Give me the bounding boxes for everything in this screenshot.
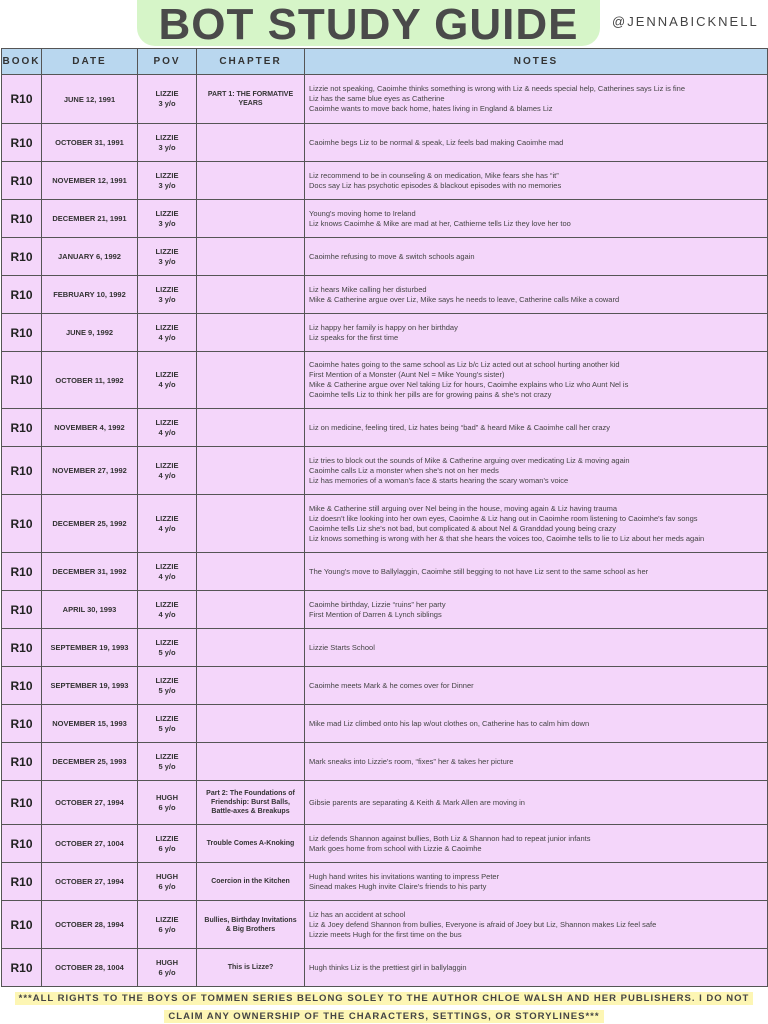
chapter-cell <box>197 553 305 591</box>
pov-cell <box>138 409 197 447</box>
pov-cell <box>138 495 197 553</box>
chapter-cell <box>197 409 305 447</box>
pov-age: 3 y/o <box>158 99 176 108</box>
notes-cell <box>305 667 768 705</box>
table-row <box>2 352 768 409</box>
note-line: Liz & Joey defend Shannon from bullies, Everyone is afraid of Joey but Liz, Shannon makes Liz feel safe <box>309 919 657 929</box>
table-row <box>2 901 768 949</box>
note-line: First Mention of Darren & Lynch siblings <box>309 609 442 619</box>
pov-cell <box>138 901 197 949</box>
date-cell: JANUARY 6, 1992 <box>42 238 138 276</box>
book-cell: R10 <box>2 409 42 447</box>
note-line: Liz tries to block out the sounds of Mike & Catherine arguing over medicating Liz & moving again <box>309 455 630 465</box>
note-line: Gibsie parents are separating & Keith & Mark Allen are moving in <box>309 797 525 807</box>
note-line: Caoimhe begs Liz to be normal & speak, Liz feels bad making Caoimhe mad <box>309 137 564 147</box>
table-row <box>2 781 768 825</box>
pov-name: LIZZIE <box>155 751 179 761</box>
note-line: First Mention of a Monster (Aunt Nel = Mike Young's sister) <box>309 370 505 379</box>
pov-name: LIZZIE <box>155 322 179 332</box>
book-cell: R10 <box>2 352 42 409</box>
column-header-notes: NOTES <box>305 49 768 75</box>
pov-name: LIZZIE <box>155 513 179 523</box>
date-cell: NOVEMBER 4, 1992 <box>42 409 138 447</box>
note-line: Caoimhe calls Liz a monster when she's not on her meds <box>309 465 499 475</box>
book-cell: R10 <box>2 200 42 238</box>
pov-cell <box>138 276 197 314</box>
notes-cell <box>305 781 768 825</box>
pov-age: 3 y/o <box>158 256 176 266</box>
page-title: BOT STUDY GUIDE <box>158 0 579 49</box>
date-cell: DECEMBER 21, 1991 <box>42 200 138 238</box>
chapter-cell <box>197 667 305 705</box>
date-cell: DECEMBER 25, 1993 <box>42 743 138 781</box>
date-cell: OCTOBER 27, 1994 <box>42 781 138 825</box>
pov-name: LIZZIE <box>155 833 179 843</box>
book-cell: R10 <box>2 863 42 901</box>
note-line: Liz has the same blue eyes as Catherine <box>309 94 445 103</box>
chapter-cell <box>197 314 305 352</box>
notes-cell <box>305 124 768 162</box>
pov-cell <box>138 825 197 863</box>
pov-cell <box>138 200 197 238</box>
pov-cell <box>138 314 197 352</box>
date-cell: APRIL 30, 1993 <box>42 591 138 629</box>
chapter-cell: Bullies, Birthday Invitations & Big Brothers <box>197 901 305 949</box>
date-cell: JUNE 9, 1992 <box>42 314 138 352</box>
pov-name: LIZZIE <box>155 132 179 142</box>
note-line: Lizzie Starts School <box>309 642 375 652</box>
pov-cell <box>138 447 197 495</box>
pov-age: 4 y/o <box>158 523 176 533</box>
pov-cell <box>138 238 197 276</box>
note-line: Caoimhe hates going to the same school as Liz b/c Liz acted out at school hurting another kid <box>309 360 620 369</box>
chapter-cell: Part 2: The Foundations of Friendship: Burst Balls, Battle-axes & Breakups <box>197 781 305 825</box>
chapter-cell: PART 1: THE FORMATIVE YEARS <box>197 75 305 124</box>
table-row <box>2 162 768 200</box>
pov-age: 5 y/o <box>158 647 176 657</box>
book-cell: R10 <box>2 495 42 553</box>
date-cell: NOVEMBER 12, 1991 <box>42 162 138 200</box>
note-line: Liz happy her family is happy on her birthday <box>309 322 458 332</box>
book-cell: R10 <box>2 124 42 162</box>
book-cell: R10 <box>2 743 42 781</box>
note-line: Mike mad Liz climbed onto his lap w/out clothes on, Catherine has to calm him down <box>309 718 590 728</box>
pov-cell <box>138 743 197 781</box>
pov-cell <box>138 162 197 200</box>
footer-line-2: CLAIM ANY OWNERSHIP OF THE CHARACTERS, SETTINGS, OR STORYLINES*** <box>164 1010 603 1023</box>
note-line: Mike & Catherine still arguing over Nel being in the house, moving again & Liz having trauma <box>309 503 618 513</box>
pov-name: HUGH <box>155 792 179 802</box>
pov-cell <box>138 667 197 705</box>
note-line: Caoimhe refusing to move & switch schools again <box>309 251 475 261</box>
note-line: Mark sneaks into Lizzie's room, “fixes” her & takes her picture <box>309 756 514 766</box>
pov-cell <box>138 352 197 409</box>
date-cell: JUNE 12, 1991 <box>42 75 138 124</box>
pov-cell <box>138 124 197 162</box>
pov-name: LIZZIE <box>155 284 179 294</box>
pov-name: LIZZIE <box>155 914 179 924</box>
book-cell: R10 <box>2 629 42 667</box>
notes-cell <box>305 200 768 238</box>
notes-cell <box>305 901 768 949</box>
pov-cell <box>138 553 197 591</box>
notes-cell <box>305 238 768 276</box>
chapter-cell <box>197 743 305 781</box>
pov-cell <box>138 781 197 825</box>
book-cell: R10 <box>2 949 42 987</box>
pov-age: 4 y/o <box>158 609 176 619</box>
note-line: Liz recommend to be in counseling & on medication, Mike fears she has “it” <box>309 170 559 180</box>
table-row <box>2 705 768 743</box>
pov-name: LIZZIE <box>155 713 179 723</box>
note-line: Hugh thinks Liz is the prettiest girl in ballylaggin <box>309 962 467 972</box>
note-line: Sinead makes Hugh invite Claire's friends to his party <box>309 881 487 891</box>
notes-cell <box>305 863 768 901</box>
notes-cell <box>305 409 768 447</box>
date-cell: DECEMBER 31, 1992 <box>42 553 138 591</box>
date-cell: FEBRUARY 10, 1992 <box>42 276 138 314</box>
book-cell: R10 <box>2 591 42 629</box>
note-line: Caoimhe wants to move back home, hates living in England & blames Liz <box>309 104 553 113</box>
notes-cell <box>305 162 768 200</box>
note-line: Mike & Catherine argue over Liz, Mike says he needs to leave, Catherine calls Mike a coward <box>309 294 620 304</box>
date-cell: OCTOBER 28, 1994 <box>42 901 138 949</box>
pov-name: LIZZIE <box>155 170 179 180</box>
book-cell: R10 <box>2 75 42 124</box>
table-row <box>2 949 768 987</box>
study-guide-table <box>1 48 768 987</box>
column-header-pov: POV <box>138 49 197 75</box>
chapter-cell <box>197 238 305 276</box>
chapter-cell <box>197 629 305 667</box>
notes-cell <box>305 553 768 591</box>
chapter-cell: This is Lizze? <box>197 949 305 987</box>
date-cell: SEPTEMBER 19, 1993 <box>42 629 138 667</box>
table-row <box>2 238 768 276</box>
table-row <box>2 75 768 124</box>
pov-name: LIZZIE <box>155 599 179 609</box>
note-line: Mark goes home from school with Lizzie & Caoimhe <box>309 843 482 853</box>
book-cell: R10 <box>2 162 42 200</box>
book-cell: R10 <box>2 314 42 352</box>
date-cell: OCTOBER 27, 1994 <box>42 863 138 901</box>
book-cell: R10 <box>2 553 42 591</box>
date-cell: OCTOBER 28, 1004 <box>42 949 138 987</box>
note-line: Caoimhe tells Liz to think her pills are for growing pains & she's not crazy <box>309 390 552 399</box>
pov-age: 6 y/o <box>158 924 176 934</box>
table-row <box>2 276 768 314</box>
notes-cell <box>305 314 768 352</box>
book-cell: R10 <box>2 447 42 495</box>
notes-cell <box>305 705 768 743</box>
note-line: Young's moving home to Ireland <box>309 208 416 218</box>
table-row <box>2 743 768 781</box>
note-line: Liz on medicine, feeling tired, Liz hates being “bad” & heard Mike & Caoimhe call her crazy <box>309 422 610 432</box>
notes-cell <box>305 352 768 409</box>
pov-age: 4 y/o <box>158 470 176 480</box>
note-line: Liz has memories of a woman's face & starts hearing the scary woman's voice <box>309 475 569 485</box>
chapter-cell <box>197 162 305 200</box>
date-cell: OCTOBER 31, 1991 <box>42 124 138 162</box>
book-cell: R10 <box>2 705 42 743</box>
pov-age: 3 y/o <box>158 218 176 228</box>
table-body <box>2 75 768 987</box>
note-line: Caoimhe birthday, Lizzie “ruins” her party <box>309 599 446 609</box>
note-line: Liz knows Caoimhe & Mike are mad at her, Cathierne tells Liz they love her too <box>309 218 571 228</box>
table-row <box>2 629 768 667</box>
column-header-book: BOOK <box>2 49 42 75</box>
notes-cell <box>305 495 768 553</box>
table-row <box>2 409 768 447</box>
pov-age: 5 y/o <box>158 685 176 695</box>
chapter-cell <box>197 447 305 495</box>
table-row <box>2 124 768 162</box>
notes-cell <box>305 447 768 495</box>
chapter-cell <box>197 276 305 314</box>
notes-cell <box>305 825 768 863</box>
note-line: The Young's move to Ballylaggin, Caoimhe still begging to not have Liz sent to the same school as her <box>309 566 649 576</box>
book-cell: R10 <box>2 825 42 863</box>
note-line: Hugh hand writes his invitations wanting to impress Peter <box>309 871 500 881</box>
chapter-cell <box>197 495 305 553</box>
pov-name: LIZZIE <box>155 246 179 256</box>
column-header-chapter: CHAPTER <box>197 49 305 75</box>
pov-age: 4 y/o <box>158 427 176 437</box>
note-line: Liz has an accident at school <box>309 909 406 919</box>
pov-name: LIZZIE <box>155 675 179 685</box>
note-line: Lizzie meets Hugh for the first time on the bus <box>309 929 462 939</box>
chapter-cell: Coercion in the Kitchen <box>197 863 305 901</box>
notes-cell <box>305 75 768 124</box>
book-cell: R10 <box>2 901 42 949</box>
chapter-cell <box>197 705 305 743</box>
chapter-cell <box>197 124 305 162</box>
pov-name: LIZZIE <box>155 370 179 379</box>
pov-name: HUGH <box>155 957 179 967</box>
pov-age: 6 y/o <box>158 881 176 891</box>
pov-age: 4 y/o <box>158 571 176 581</box>
date-cell: NOVEMBER 15, 1993 <box>42 705 138 743</box>
pov-name: LIZZIE <box>155 460 179 470</box>
column-header-date: DATE <box>42 49 138 75</box>
note-line: Mike & Catherine argue over Nel taking Liz for hours, Caoimhe explains who Liz who Aunt Nel is <box>309 380 629 389</box>
pov-cell <box>138 949 197 987</box>
table-header-row <box>2 49 768 75</box>
table-row <box>2 591 768 629</box>
note-line: Liz doesn't like looking into her own eyes, Caoimhe & Liz hang out in Caoimhe room listening to Caoimhe's fav songs <box>309 513 698 523</box>
pov-name: LIZZIE <box>155 417 179 427</box>
book-cell: R10 <box>2 667 42 705</box>
notes-cell <box>305 743 768 781</box>
note-line: Docs say Liz has psychotic episodes & blackout episodes with no memories <box>309 180 562 190</box>
chapter-cell <box>197 352 305 409</box>
notes-cell <box>305 949 768 987</box>
pov-age: 6 y/o <box>158 802 176 812</box>
pov-age: 3 y/o <box>158 180 176 190</box>
pov-age: 3 y/o <box>158 142 176 152</box>
pov-name: LIZZIE <box>155 637 179 647</box>
pov-cell <box>138 705 197 743</box>
note-line: Liz knows something is wrong with her & that she hears the voices too, Caoimhe tells to lie to Liz about her meds again <box>309 533 705 543</box>
notes-cell <box>305 276 768 314</box>
pov-name: HUGH <box>155 871 179 881</box>
date-cell: DECEMBER 25, 1992 <box>42 495 138 553</box>
pov-age: 5 y/o <box>158 761 176 771</box>
table-row <box>2 314 768 352</box>
note-line: Caoimhe tells Liz she's not bad, but complicated & about Nel & Granddad young being crazy <box>309 523 617 533</box>
note-line: Liz hears Mike calling her disturbed <box>309 284 427 294</box>
pov-cell <box>138 75 197 124</box>
date-cell: SEPTEMBER 19, 1993 <box>42 667 138 705</box>
pov-age: 4 y/o <box>158 380 176 389</box>
note-line: Liz defends Shannon against bullies, Both Liz & Shannon had to repeat junior infants <box>309 833 591 843</box>
table-row <box>2 495 768 553</box>
pov-name: LIZZIE <box>155 208 179 218</box>
date-cell: OCTOBER 11, 1992 <box>42 352 138 409</box>
chapter-cell: Trouble Comes A-Knoking <box>197 825 305 863</box>
pov-name: LIZZIE <box>155 89 179 98</box>
note-line: Liz speaks for the first time <box>309 332 399 342</box>
table-row <box>2 447 768 495</box>
table-row <box>2 863 768 901</box>
pov-cell <box>138 863 197 901</box>
book-cell: R10 <box>2 781 42 825</box>
chapter-cell <box>197 591 305 629</box>
copyright-footer <box>0 988 768 1024</box>
page-header <box>0 0 768 48</box>
table-row <box>2 667 768 705</box>
chapter-cell <box>197 200 305 238</box>
pov-cell <box>138 629 197 667</box>
footer-line-1: ***ALL RIGHTS TO THE BOYS OF TOMMEN SERIES BELONG SOLEY TO THE AUTHOR CHLOE WALSH AND HER PUBLISHERS. I DO NOT <box>15 992 754 1005</box>
table-row <box>2 200 768 238</box>
pov-age: 6 y/o <box>158 843 176 853</box>
pov-age: 5 y/o <box>158 723 176 733</box>
note-line: Lizzie not speaking, Caoimhe thinks something is wrong with Liz & needs special help, Catherines says Liz is fine <box>309 84 686 93</box>
date-cell: OCTOBER 27, 1004 <box>42 825 138 863</box>
note-line: Caoimhe meets Mark & he comes over for Dinner <box>309 680 474 690</box>
table-row <box>2 825 768 863</box>
pov-age: 3 y/o <box>158 294 176 304</box>
notes-cell <box>305 629 768 667</box>
book-cell: R10 <box>2 238 42 276</box>
pov-age: 4 y/o <box>158 332 176 342</box>
pov-name: LIZZIE <box>155 561 179 571</box>
table-row <box>2 553 768 591</box>
pov-cell <box>138 591 197 629</box>
author-handle: @JENNABICKNELL <box>612 14 759 29</box>
notes-cell <box>305 591 768 629</box>
book-cell: R10 <box>2 276 42 314</box>
date-cell: NOVEMBER 27, 1992 <box>42 447 138 495</box>
pov-age: 6 y/o <box>158 967 176 977</box>
